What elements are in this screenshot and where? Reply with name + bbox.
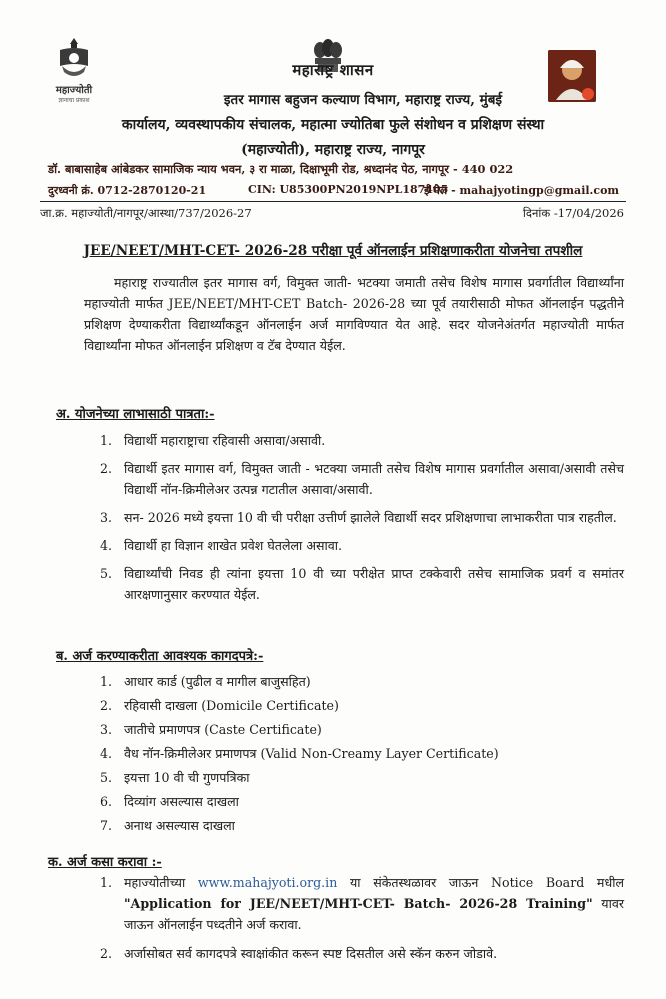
list-item: 7. अनाथ असल्यास दाखला [100, 818, 235, 833]
list-item: 2. अर्जासोबत सर्व कागदपत्रे स्वाक्षांकीत करून स्पष्ट दिसतील असे स्कॅन करुन जोडावे. [100, 946, 498, 961]
reference-row [40, 206, 626, 221]
document-title: JEE/NEET/MHT-CET- 2026-28 परीक्षा पूर्व ऑनलाईन प्रशिक्षणाकरीता योजनेचा तपशील [83, 243, 583, 259]
list-item: 4. वैध नॉन-क्रिमीलेअर प्रमाणपत्र (Valid Non-Creamy Layer Certificate) [100, 746, 499, 761]
section-b-heading: ब. अर्ज करण्याकरीता आवश्यक कागदपत्रे:- [56, 649, 264, 664]
list-item: 3. सन- 2026 मध्ये इयत्ता 10 वी ची परीक्षा उत्तीर्ण झालेले विद्यार्थी सदर प्रशिक्षणाचा लाभाकरीता पात्र राहतील. [100, 510, 617, 525]
intro-paragraph [84, 272, 624, 356]
list-item: 3. जातीचे प्रमाणपत्र (Caste Certificate) [100, 722, 322, 737]
section-c-heading: क. अर्ज कसा करावा :- [48, 855, 162, 870]
how-to-apply-list [100, 872, 624, 972]
left-logo-brand: महाज्योती [55, 85, 93, 96]
section-a-heading: अ. योजनेच्या लाभासाठी पात्रता:- [56, 407, 215, 422]
institute-line: (महाज्योती), महाराष्ट्र राज्य, नागपूर [241, 142, 425, 158]
intro-text: महाराष्ट्र राज्यातील इतर मागास वर्ग, विमुक्त जाती- भटक्या जमाती तसेच विशेष मागास प्रवर्गातील विद्यार्थ्यांना महाज्योती मार्फत JEE/NEET/MHT-CET Batch- 2026-28 च्या पूर्व तयारीसाठी मोफत ऑनलाईन पद्धतीने प्रशिक्षण देण्याकरीता विद्यार्थ्यांकडून ऑनलाईन अर्ज मागविण्यात येत आहे. सदर योजनेअंतर्गत महाज्योती मार्फत विद्यार्थ्यांना मोफत ऑनलाईन प्रशिक्षण व टॅब देण्यात येईल. [84, 275, 624, 353]
phone-text: दुरध्वनी क्रं. 0712-2870120-21 [48, 184, 207, 197]
list-item: 5. विद्यार्थ्यांची निवड ही त्यांना इयत्ता 10 वी च्या परीक्षेत प्राप्त टक्केवारी तसेच सामाजिक प्रवर्ग व समांतर आरक्षणानुसार करण्यात येईल. [100, 566, 624, 602]
application-name: "Application for JEE/NEET/MHT-CET- Batch- 2026-28 Training" [124, 896, 593, 911]
reference-number: जा.क्र. महाज्योती/नागपूर/आस्था/737/2026-27 [40, 206, 252, 220]
left-logo-tagline: ज्ञानाचा प्रकाश [58, 97, 90, 104]
header-divider [40, 201, 626, 202]
list-item: 2. विद्यार्थी इतर मागास वर्ग, विमुक्त जाती - भटक्या जमाती तसेच विशेष मागास प्रवर्गातील असावा/असावी तसेच विद्यार्थी नॉन-क्रिमीलेअर उत्पन्न गटातील असावा/असावी. [100, 461, 624, 497]
list-item: 4. विद्यार्थी हा विज्ञान शाखेत प्रवेश घेतलेला असावा. [100, 538, 342, 553]
list-item: 1. विद्यार्थी महाराष्ट्राचा रहिवासी असावा/असावी. [100, 433, 326, 448]
list-item: 6. दिव्यांग असल्यास दाखला [100, 794, 239, 809]
list-item: 2. रहिवासी दाखला (Domicile Certificate) [100, 698, 339, 713]
list-item: 1. महाज्योतीच्या www.mahajyoti.org.in या संकेतस्थळावर जाऊन Notice Board मधील "Application for JEE/NEET/MHT-CET- Batch- 2026-28 Training" यावर जाऊन ऑनलाईन पध्दतीने अर्ज करावा. [100, 875, 624, 932]
list-item: 5. इयत्ता 10 वी ची गुणपत्रिका [100, 770, 250, 785]
cin-text: CIN: U85300PN2019NPL187405 [248, 183, 449, 196]
govt-title: महाराष्ट्र शासन [292, 61, 374, 79]
email-text: ई मेल - mahajyotingp@gmail.com [424, 184, 620, 197]
office-line: कार्यालय, व्यवस्थापकीय संचालक, महात्मा ज्योतिबा फुले संशोधन व प्रशिक्षण संस्था [121, 117, 545, 133]
list-item: 1. आधार कार्ड (पुढील व मागील बाजुसहित) [100, 674, 311, 689]
eligibility-list [100, 430, 624, 612]
document-date: दिनांक -17/04/2026 [522, 206, 624, 220]
website-link[interactable]: www.mahajyoti.org.in [197, 875, 338, 890]
address-line: डॉ. बाबासाहेब आंबेडकर सामाजिक न्याय भवन, ३ रा माळा, दिक्षाभूमी रोड, श्रध्दानंद पेठ, नागपूर - 440 022 [48, 162, 514, 176]
documents-list [100, 672, 624, 840]
department-line: इतर मागास बहुजन कल्याण विभाग, महाराष्ट्र राज्य, मुंबई [223, 92, 503, 108]
